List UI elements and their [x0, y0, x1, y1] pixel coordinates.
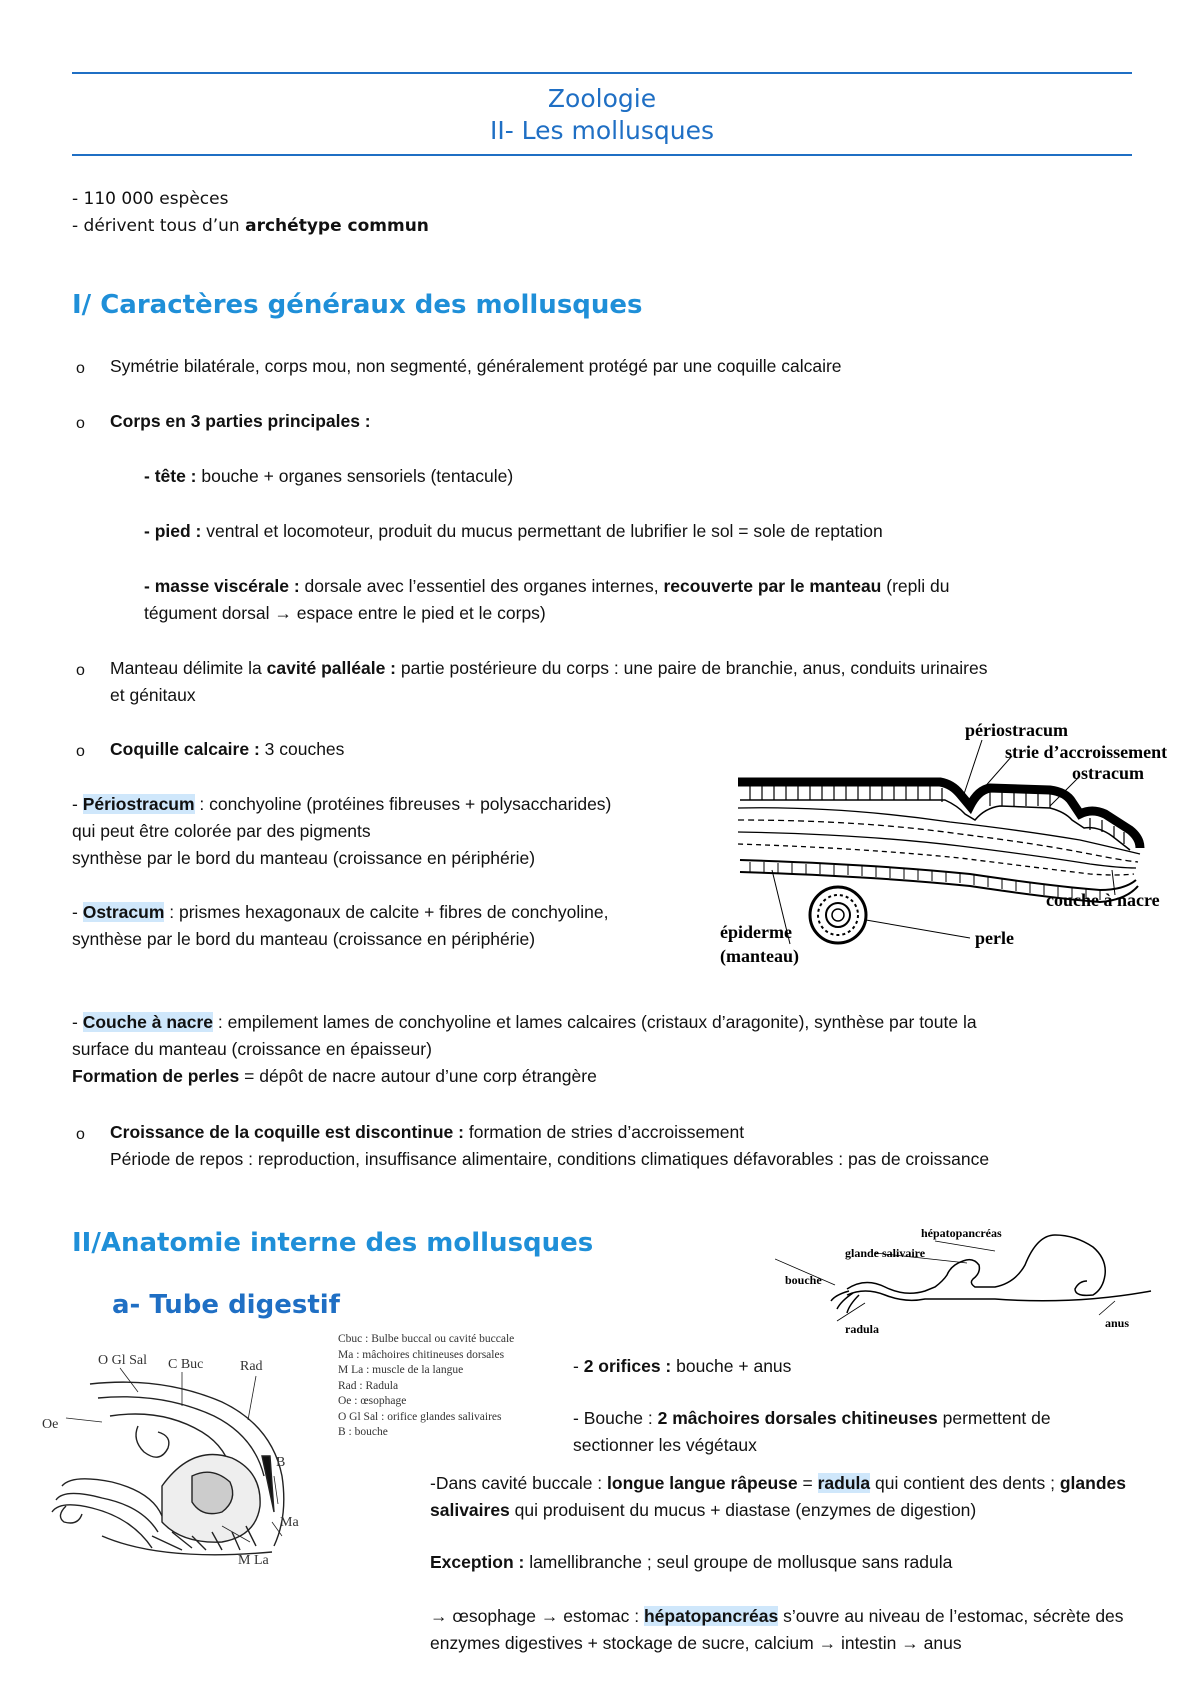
label-hepatopancreas: hépatopancréas: [921, 1226, 1002, 1240]
paragraph-corps: Corps en 3 parties principales :: [110, 411, 371, 431]
legend-item: M La : muscle de la langue: [338, 1364, 464, 1376]
label-rad: Rad: [240, 1359, 263, 1374]
label-bouche: bouche: [785, 1273, 822, 1287]
header-rule-bottom: [72, 154, 1132, 156]
paragraph-hepatopancreas: → œsophage → estomac : hépatopancréas s’ouvre au niveau de l’estomac, sécrète des: [430, 1606, 1124, 1626]
bullet-marker: o: [76, 360, 85, 377]
section-2-heading: II/Anatomie interne des mollusques: [72, 1228, 594, 1258]
head-diagram-legend: [338, 1332, 568, 1441]
paragraph-masse: - masse viscérale : dorsale avec l’essentiel des organes internes, recouverte par le manteau (repli du: [144, 576, 950, 596]
legend-item: Rad : Radula: [338, 1379, 399, 1392]
head-diagram: [42, 1336, 332, 1572]
document-subtitle: II- Les mollusques: [489, 116, 715, 145]
bullet-marker: o: [76, 743, 85, 760]
label-cbuc: C Buc: [168, 1357, 204, 1372]
label-mla: M La: [238, 1553, 269, 1568]
paragraph-periostracum: - Périostracum : conchyoline (protéines fibreuses + polysaccharides): [72, 794, 612, 814]
label-manteau: (manteau): [720, 946, 799, 966]
legend-item: O Gl Sal : orifice glandes salivaires: [338, 1410, 502, 1423]
label-ostracum: ostracum: [1072, 763, 1144, 783]
bullet-marker: o: [76, 415, 85, 432]
label-ogl-sal: O Gl Sal: [98, 1353, 147, 1368]
paragraph-bouche-2: sectionner les végétaux: [573, 1435, 757, 1455]
legend-item: Ma : mâchoires chitineuses dorsales: [338, 1348, 505, 1361]
label-radula: radula: [845, 1322, 880, 1336]
intro-line-2: - dérivent tous d’un archétype commun: [72, 216, 429, 236]
paragraph-ostracum: - Ostracum : prismes hexagonaux de calcite + fibres de conchyoline,: [72, 902, 609, 922]
paragraph-ostracum-2: synthèse par le bord du manteau (croissance en périphérie): [72, 929, 536, 949]
paragraph-symetrie: Symétrie bilatérale, corps mou, non segmenté, généralement protégé par une coquille calcaire: [110, 356, 842, 376]
label-anus: anus: [1105, 1316, 1130, 1330]
label-couche-nacre: couche à nacre: [1046, 890, 1160, 910]
paragraph-periostracum-2: qui peut être colorée par des pigments: [72, 821, 371, 841]
paragraph-croissance-2: Période de repos : reproduction, insuffisance alimentaire, conditions climatiques défavorables : pas de croissance: [110, 1149, 990, 1169]
paragraph-cavite-buccale: -Dans cavité buccale : longue langue râpeuse = radula qui contient des dents ; glandes: [430, 1473, 1126, 1493]
document-title: Zoologie: [547, 84, 657, 113]
section-1-heading: I/ Caractères généraux des mollusques: [72, 290, 643, 320]
paragraph-coquille: Coquille calcaire : 3 couches: [110, 739, 345, 759]
label-ma: Ma: [280, 1515, 299, 1530]
paragraph-exception: Exception : lamellibranche ; seul groupe de mollusque sans radula: [430, 1552, 953, 1572]
subsection-tube-digestif: a- Tube digestif: [112, 1290, 340, 1320]
paragraph-nacre: - Couche à nacre : empilement lames de conchyoline et lames calcaires (cristaux d’aragonite), synthèse par toute la: [72, 1012, 977, 1032]
header-rule-top: [72, 72, 1132, 74]
paragraph-periostracum-3: synthèse par le bord du manteau (croissance en périphérie): [72, 848, 536, 868]
intro-line-1: - 110 000 espèces: [72, 189, 229, 209]
paragraph-hepatopancreas-2: enzymes digestives + stockage de sucre, calcium → intestin → anus: [430, 1633, 962, 1653]
shell-diagram: [720, 710, 1200, 970]
label-b: B: [276, 1455, 286, 1470]
bullet-marker: o: [76, 662, 85, 679]
label-perle: perle: [975, 928, 1014, 948]
legend-item: B : bouche: [338, 1426, 388, 1438]
paragraph-manteau: Manteau délimite la cavité palléale : partie postérieure du corps : une paire de branchie, anus, conduits urinaires: [110, 658, 988, 678]
paragraph-masse-2: tégument dorsal → espace entre le pied et le corps): [144, 603, 546, 623]
paragraph-croissance: Croissance de la coquille est discontinue : formation de stries d’accroissement: [110, 1122, 745, 1142]
gut-diagram: [775, 1225, 1155, 1340]
legend-item: Oe : œsophage: [338, 1395, 407, 1407]
paragraph-nacre-2: surface du manteau (croissance en épaisseur): [72, 1039, 432, 1059]
legend-item: Cbuc : Bulbe buccal ou cavité buccale: [338, 1333, 515, 1345]
paragraph-bouche: - Bouche : 2 mâchoires dorsales chitineuses permettent de: [573, 1408, 1051, 1428]
bullet-marker: o: [76, 1126, 85, 1143]
label-epiderme: épiderme: [720, 922, 792, 942]
label-periostracum: périostracum: [965, 720, 1068, 740]
label-strie: strie d’accroissement: [1005, 742, 1168, 762]
paragraph-perles: Formation de perles = dépôt de nacre autour d’une corp étrangère: [72, 1066, 597, 1086]
label-oe: Oe: [42, 1417, 59, 1432]
paragraph-cavite-buccale-2: salivaires qui produisent du mucus + diastase (enzymes de digestion): [430, 1500, 977, 1520]
label-glande-salivaire: glande salivaire: [845, 1246, 926, 1260]
paragraph-manteau-2: et génitaux: [110, 685, 196, 705]
paragraph-orifices: - 2 orifices : bouche + anus: [573, 1356, 792, 1376]
paragraph-pied: - pied : ventral et locomoteur, produit du mucus permettant de lubrifier le sol = sole de reptation: [144, 521, 883, 541]
paragraph-tete: - tête : bouche + organes sensoriels (tentacule): [144, 466, 514, 486]
